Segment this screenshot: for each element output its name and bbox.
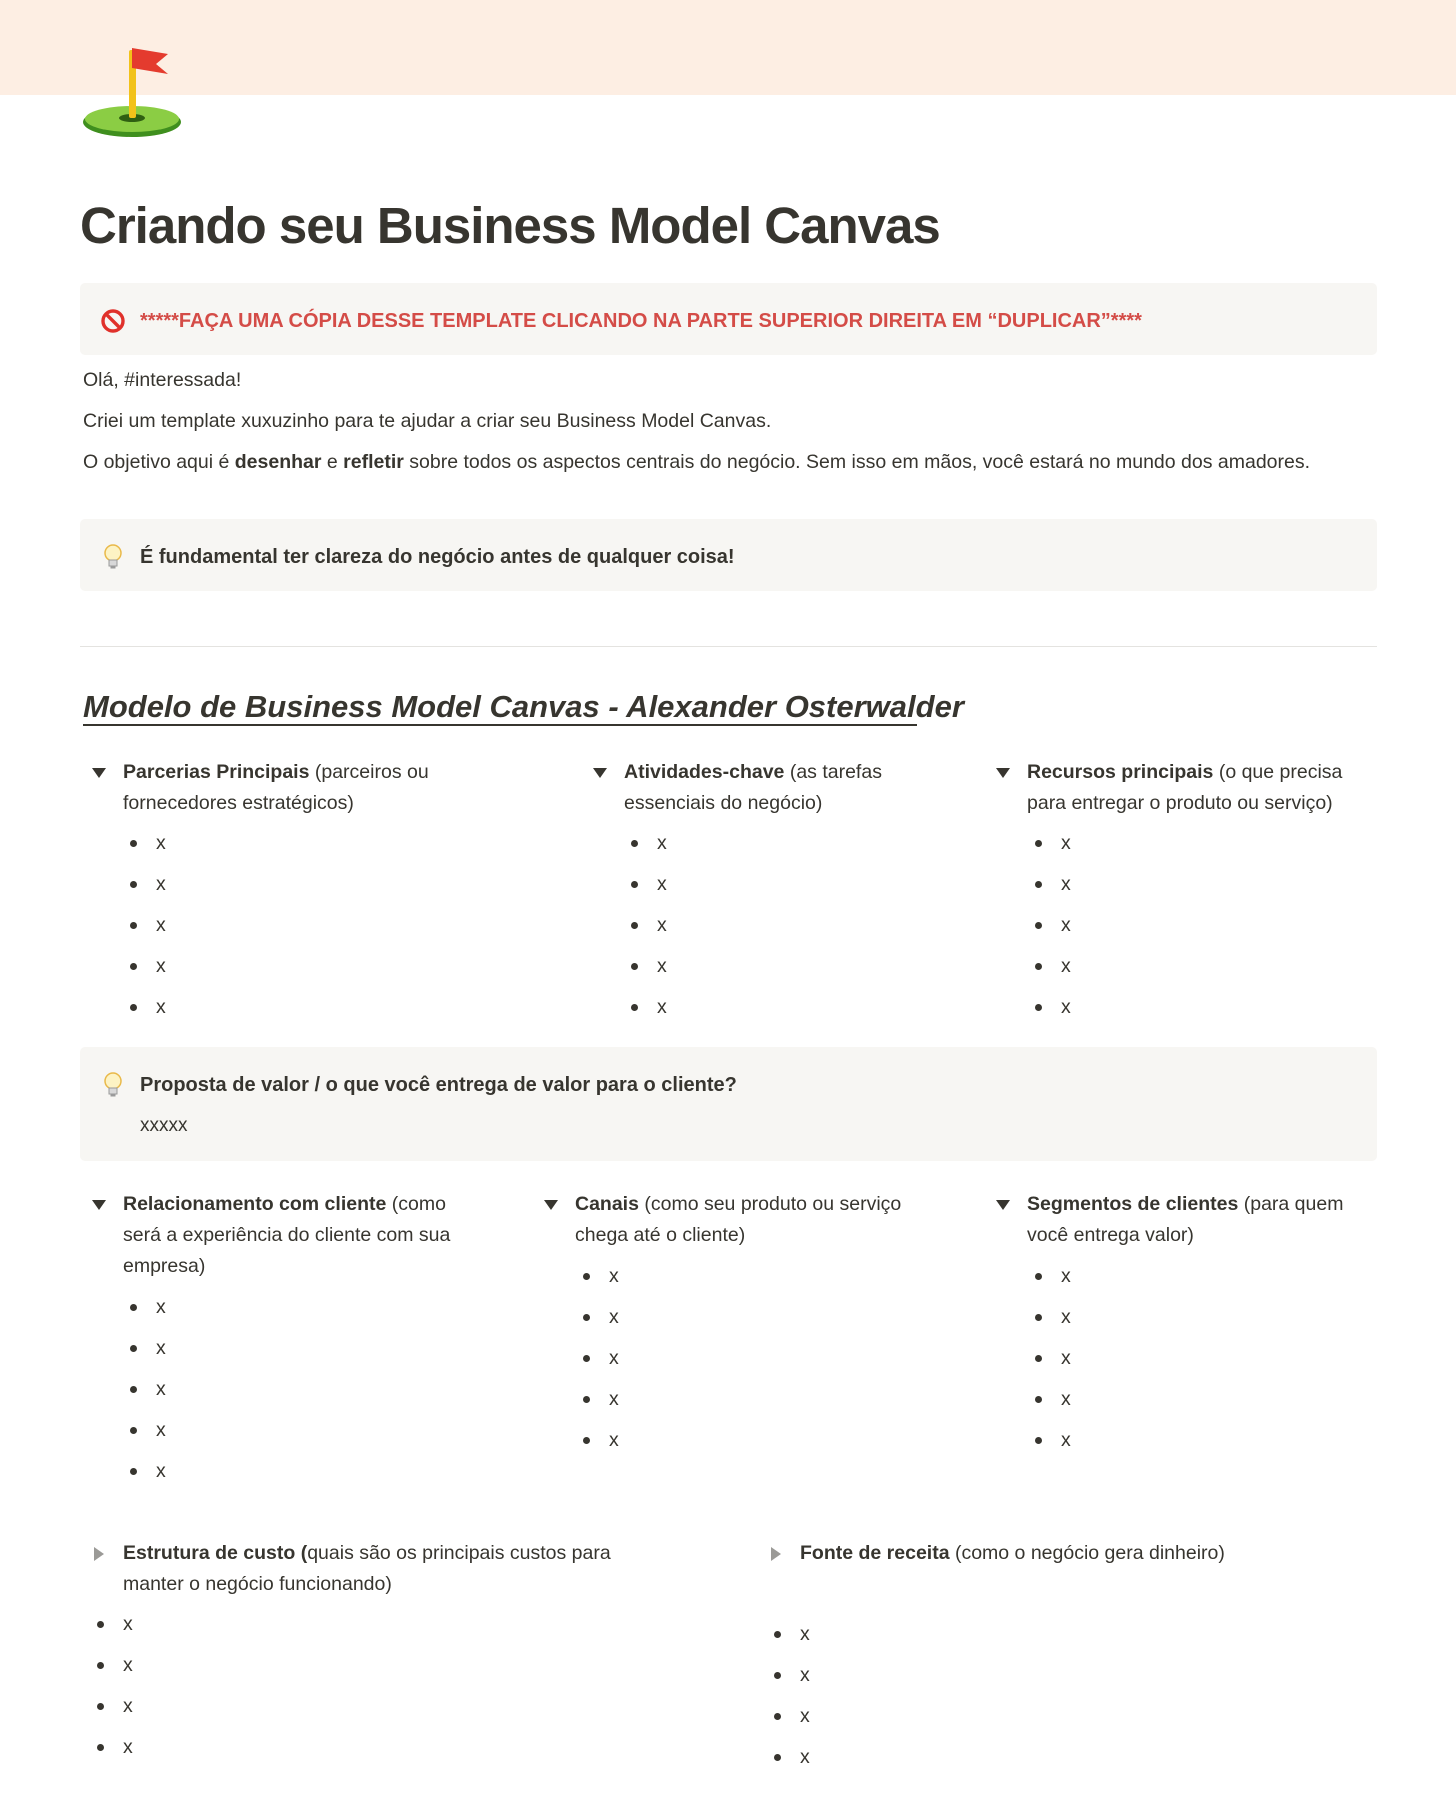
- toggle-open-icon[interactable]: [587, 757, 613, 788]
- tip-text: É fundamental ter clareza do negócio antes de qualquer coisa!: [140, 546, 735, 568]
- toggle-open-icon[interactable]: [990, 1189, 1016, 1220]
- golf-flag-icon[interactable]: [80, 44, 190, 144]
- toggle-title: Parcerias Principais (parceiros ou fornecedores estratégicos): [123, 761, 429, 814]
- toggle-title: Segmentos de clientes (para quem você entrega valor): [1027, 1193, 1344, 1246]
- section-heading: Modelo de Business Model Canvas - Alexander Osterwalder: [83, 689, 964, 724]
- value-proposition-value[interactable]: xxxxx: [140, 1115, 188, 1136]
- toggle-title: Fonte de receita (como o negócio gera dinheiro): [800, 1542, 1225, 1564]
- heading-underline: [83, 724, 917, 726]
- warning-text: *****FAÇA UMA CÓPIA DESSE TEMPLATE CLICANDO NA PARTE SUPERIOR DIREITA EM “DUPLICAR”****: [140, 310, 1142, 332]
- toggle-closed-icon[interactable]: [86, 1538, 112, 1569]
- page-title: Criando seu Business Model Canvas: [80, 197, 940, 254]
- value-proposition-title: Proposta de valor / o que você entrega de valor para o cliente?: [140, 1074, 737, 1096]
- greeting-text: Olá, #interessada!: [83, 369, 242, 391]
- objective-text: O objetivo aqui é desenhar e refletir sobre todos os aspectos centrais do negócio. Sem isso em mãos, você estará no mundo dos amadores.: [83, 451, 1311, 473]
- lightbulb-icon: [100, 543, 126, 571]
- warning-callout: [80, 283, 1377, 355]
- toggle-open-icon[interactable]: [86, 1189, 112, 1220]
- toggle-title: Atividades-chave (as tarefas essenciais do negócio): [624, 761, 882, 814]
- toggle-open-icon[interactable]: [990, 757, 1016, 788]
- toggle-title: Canais (como seu produto ou serviço chega até o cliente): [575, 1193, 902, 1246]
- toggle-open-icon[interactable]: [86, 757, 112, 788]
- lightbulb-icon: [100, 1071, 126, 1099]
- tip-callout: [80, 519, 1377, 591]
- toggle-title: Relacionamento com cliente (como será a experiência do cliente com sua empresa): [123, 1193, 451, 1277]
- toggle-title: Recursos principais (o que precisa para entregar o produto ou serviço): [1027, 761, 1343, 814]
- value-proposition-callout: [80, 1047, 1377, 1161]
- divider: [80, 646, 1377, 647]
- prohibited-icon: [100, 307, 126, 335]
- toggle-open-icon[interactable]: [538, 1189, 564, 1220]
- page-cover[interactable]: [0, 0, 1456, 95]
- intro-text: Criei um template xuxuzinho para te ajudar a criar seu Business Model Canvas.: [83, 410, 772, 432]
- toggle-title: Estrutura de custo (quais são os principais custos para manter o negócio funcionando): [123, 1542, 611, 1595]
- toggle-closed-icon[interactable]: [763, 1538, 789, 1569]
